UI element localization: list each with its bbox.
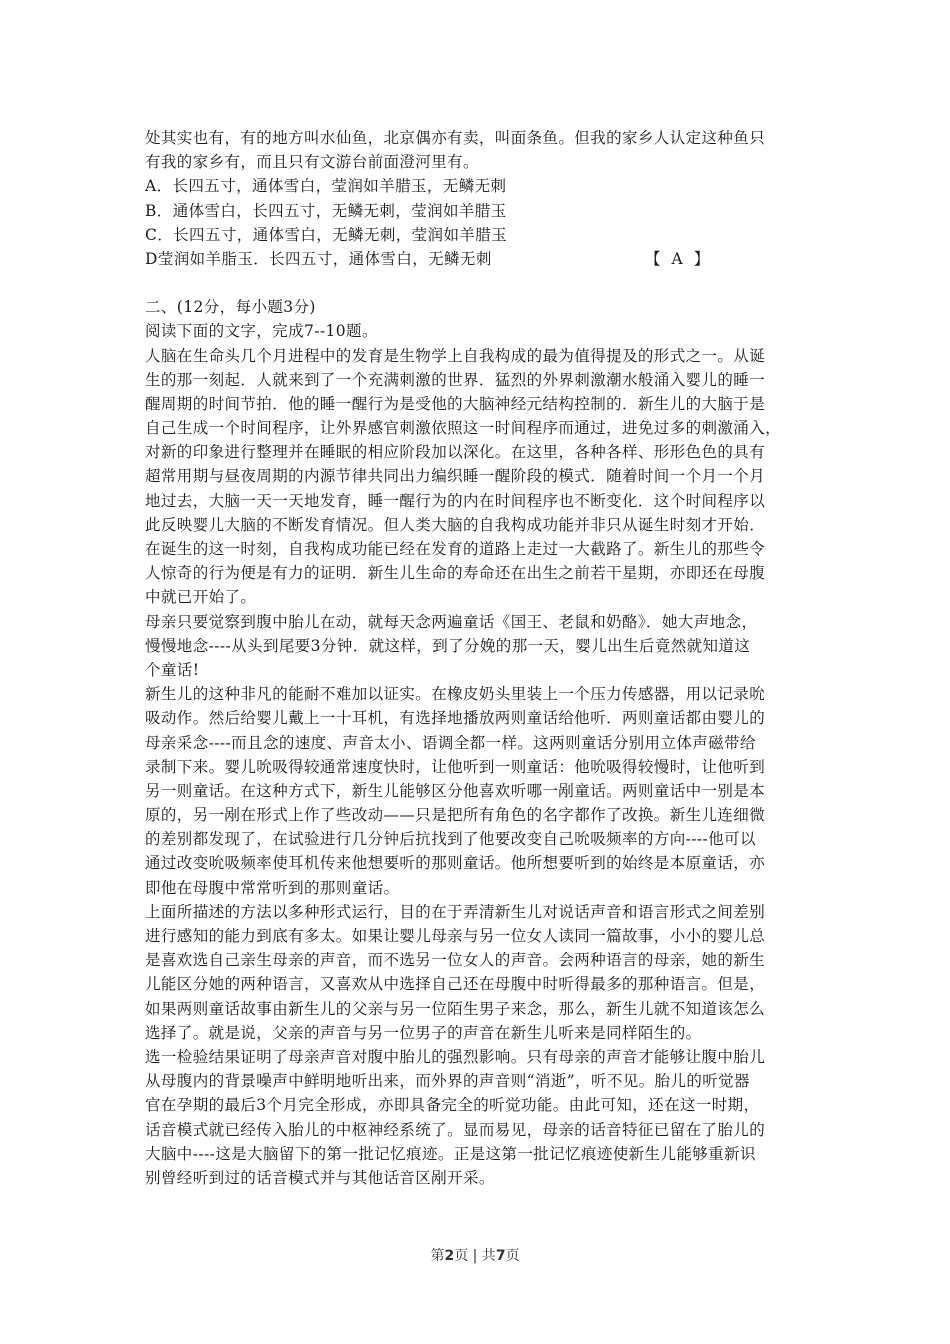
- passage-line: 录制下来。婴儿吮吸得较通常速度快时，让他听到一则童话：他吮吸得较慢时，让他听到: [145, 757, 766, 776]
- passage-line: 醒周期的时间节拍．他的睡一醒行为是受他的大脑神经元结构控制的．新生儿的大脑于是: [145, 394, 766, 413]
- question-tail-line: 有我的家乡有，而且只有文游台前面澄河里有。: [145, 153, 479, 172]
- passage-line: 慢慢地念----从头到尾要3分钟．就这样，到了分娩的那一天，婴儿出生后竟然就知道这: [145, 636, 751, 655]
- page-footer: [0, 1245, 950, 1265]
- passage-line: 新生儿的这种非凡的能耐不难加以证实。在橡皮奶头里装上一个压力传感器，用以记录吮: [145, 685, 766, 704]
- option-b: [145, 199, 825, 223]
- passage-line: 如果两则童话故事由新生儿的父亲与另一位陌生男子来念，那么，新生儿就不知道该怎么: [145, 999, 766, 1018]
- passage-line: 从母腹内的背景噪声中鲜明地听出来，而外界的声音则“消逝”，听不见。胎儿的听觉器: [145, 1072, 750, 1091]
- section-heading: 二、(12分，每小题3分): [145, 298, 316, 317]
- passage-line: 人脑在生命头几个月进程中的发育是生物学上自我构成的最为值得提及的形式之一。从诞: [145, 346, 766, 365]
- passage-line: 选一检验结果证明了母亲声音对腹中胎儿的强烈影响。只有母亲的声音才能够让腹中胎儿: [145, 1047, 766, 1066]
- passage-line: 地过去，大脑一天一天地发育，睡一醒行为的内在时间程序也不断变化．这个时间程序以: [145, 491, 766, 510]
- footer-total-pages: 7: [495, 1248, 506, 1264]
- footer-suffix: 页: [505, 1248, 520, 1264]
- question-tail-line: 处其实也有，有的地方叫水仙鱼，北京偶亦有卖，叫面条鱼。但我的家乡人认定这种鱼只: [145, 129, 766, 147]
- passage-line: 官在孕期的最后3个月完全形成，亦即具备完全的听觉功能。由此可知，还在这一时期，: [145, 1096, 760, 1115]
- section-instruction: 阅读下面的文字，完成7--10题。: [145, 322, 378, 341]
- passage-line: 即他在母腹中常常听到的那则童话。: [145, 878, 400, 897]
- passage-line: 上面所描述的方法以多种形式运行，目的在于弄清新生儿对说话声音和语言形式之间差别: [145, 902, 766, 921]
- reading-passage: [145, 344, 825, 1191]
- answer-mark: 【 A 】: [645, 249, 710, 268]
- passage-line: 母亲采念----而且念的速度、声音太小、语调全都一样。这两则童话分别用立体声磁带给: [145, 733, 756, 752]
- passage-line: 选择了。就是说，父亲的声音与另一位男子的声音在新生儿听来是同样陌生的。: [145, 1023, 702, 1042]
- blank-spacer: [145, 271, 825, 295]
- passage-line: 原的，另一剐在形式上作了些改动——只是把所有角色的名字都作了改换。新生儿连细微: [145, 806, 766, 825]
- passage-line: 是喜欢选自己亲生母亲的声音，而不选另一位女人的声音。会两种语言的母亲，她的新生: [145, 951, 766, 970]
- passage-line: 另一则童话。在这种方式下，新生儿能够区分他喜欢听哪一剐童话。两则童话中一别是本: [145, 781, 766, 800]
- option-c: [145, 223, 825, 247]
- passage-line: 超常用期与昼夜周期的内源节律共同出力编织睡一醒阶段的模式．随着时间一个月一个月: [145, 467, 766, 486]
- passage-line: 此反映婴儿大脑的不断发育情况。但人类大脑的自我构成功能并非只从诞生时刻才开始．: [145, 515, 766, 534]
- passage-line: 人惊奇的行为便是有力的证明．新生儿生命的寿命还在出生之前若干星期，亦即还在母腹: [145, 564, 766, 583]
- passage-line: 话音模式就已经传入胎儿的中枢神经系统了。显而易见，母亲的话音特征已留在了胎儿的: [145, 1120, 766, 1139]
- passage-line: 吸动作。然后给婴儿戴上一十耳机，有选择地播放两则童话给他听．两则童话都由婴儿的: [145, 709, 766, 728]
- option-c-text: C．长四五寸，通体雪白，无鳞无刺，莹润如羊腊玉: [145, 225, 508, 244]
- option-d-text: D莹润如羊脂玉．长四五寸，通体雪白，无鳞无刺: [145, 249, 492, 268]
- passage-line: 生的那一刻起．人就来到了一个充满刺激的世界．猛烈的外界刺激潮水般涌入婴儿的睡一: [145, 370, 766, 389]
- option-b-text: B．通体雪白，长四五寸，无鳞无刺，莹润如羊腊玉: [145, 201, 507, 220]
- footer-page-number: 2: [444, 1248, 455, 1264]
- page-content: [145, 126, 825, 1190]
- passage-line: 的差别都发现了，在试验进行几分钟后抗找到了他要改变自己吮吸频率的方向----他可以: [145, 830, 756, 849]
- passage-line: 儿能区分她的两种语言，又喜欢从中选择自己还在母腹中时听得最多的那种语言。但是，: [145, 975, 766, 994]
- passage-line: 大脑中----这是大脑留下的第一批记忆痕迹。正是这第一批记忆痕迹使新生儿能够重新识: [145, 1144, 756, 1163]
- passage-line: 在诞生的这一时刻，自我构成功能已经在发育的道路上走过一大截路了。新生儿的那些令: [145, 540, 766, 558]
- option-a: [145, 174, 825, 198]
- passage-line: 对新的印象进行整理并在睡眠的相应阶段加以深化。在这里，各种各样、形形色色的具有: [145, 443, 766, 462]
- option-a-text: A．长四五寸，通体雪白，莹润如羊腊玉，无鳞无刺: [145, 177, 507, 196]
- passage-line: 母亲只要觉察到腹中胎儿在动，就每天念两遍童话《国王、老鼠和奶酪》．她大声地念，: [145, 612, 758, 631]
- passage-line: 自己生成一个时间程序，让外界感官刺激依照这一时间程序而通过，进免过多的刺激涌入，: [145, 419, 782, 438]
- passage-line: 进行感知的能力到底有多太。如果让婴儿母亲与另一位女人读同一篇故事，小小的婴儿总: [145, 927, 766, 945]
- passage-line: 通过改变吮吸频率使耳机传来他想要听的那则童话。他所想要听到的始终是本原童话，亦: [145, 854, 766, 873]
- option-d: [145, 247, 825, 271]
- passage-line: 别曾经听到过的话音模式并与其他话音区剐开采。: [145, 1168, 495, 1187]
- passage-line: 个童话!: [145, 660, 200, 679]
- footer-middle: 页 | 共: [454, 1248, 496, 1264]
- passage-line: 中就已开始了。: [145, 588, 257, 607]
- footer-prefix: 第: [430, 1248, 445, 1264]
